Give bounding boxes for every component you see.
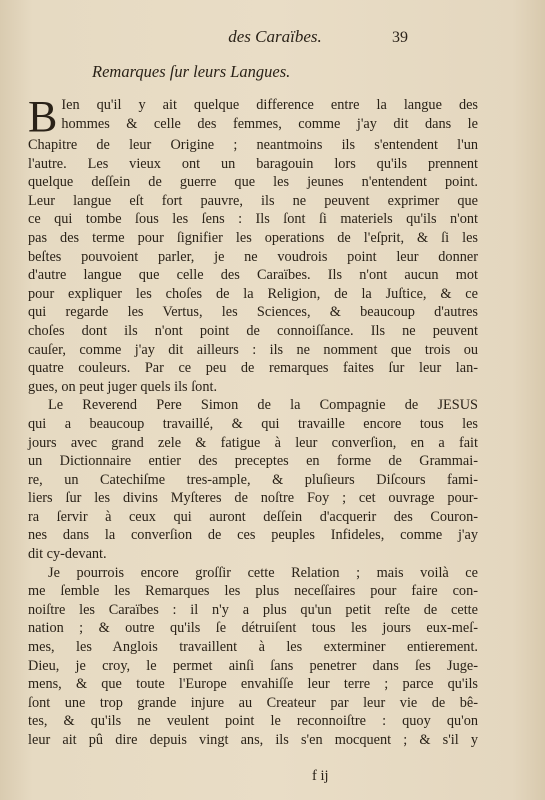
text-line: mens, & que toute l'Europe envahiſſe leur terre ; parce qu'ils (28, 676, 478, 693)
text-line: Je pourrois encore groſſir cette Relation ; mais voilà ce (48, 564, 478, 581)
text-line: tes, & qu'ils ne veulent point le reconnoiſtre : quoy qu'on (28, 713, 478, 730)
text-line: dit cy-devant. (28, 546, 107, 563)
text-line: ce qui tombe ſous les ſens : Ils ſont ſi materiels qu'ils n'ont (28, 211, 478, 228)
text-line: ra ſervir à ceux qui auront deſſein d'acquerir des Couron- (28, 508, 478, 525)
text-line: jours avec grand zele & fatigue à leur converſion, en a fait (28, 434, 478, 451)
drop-cap: B (28, 92, 58, 141)
text-line: Leur langue eſt fort pauvre, ils ne peuvent exprimer que (28, 192, 478, 209)
text-line: un Dictionnaire entier des preceptes en forme de Grammai- (28, 453, 478, 470)
text-line: gues, on peut juger quels ils ſont. (28, 378, 218, 395)
text-line: noiſtre les Caraïbes : il n'y a plus qu'un petit reſte de cette (28, 601, 478, 618)
text-line: nation ; & outre qu'ils ſe détruiſent tous les jours eux-meſ- (28, 620, 478, 637)
text-line: nes dans la converſion de ces peuples Infideles, comme j'ay (28, 527, 478, 544)
text-line: re, un Catechiſme tres-ample, & pluſieurs Diſcours fami- (28, 471, 478, 488)
signature-mark: f ij (312, 768, 329, 784)
text-line: Le Reverend Pere Simon de la Compagnie de JESUS (48, 397, 478, 414)
text-line: mes, les Anglois travaillent à les exterminer entierement. (28, 639, 478, 656)
paragraph (28, 396, 478, 563)
running-title: des Caraïbes. (228, 27, 322, 46)
text-line: Chapitre de leur Origine ; neantmoins ils s'entendent l'un (28, 137, 478, 153)
text-line: Ien qu'il y ait quelque difference entre la langue des (61, 97, 478, 113)
text-line: choſes dont ils n'ont point de connoiſſance. Ils ne peuvent (28, 322, 478, 339)
text-line: cauſer, comme j'ay dit ailleurs : ils ne nomment que trois ou (28, 341, 478, 358)
text-line: qui regarde les Vertus, les Sciences, & beaucoup d'autres (28, 304, 478, 321)
text-line: quatre couleurs. Par ce peu de remarques faites ſur leur lan- (28, 360, 478, 377)
text-line: ſont une trop grande injure au Createur par leur vie de bê- (28, 694, 478, 711)
paragraph (28, 92, 478, 396)
text-line: pour expliquer les choſes de la Religion, de la Juſtice, & ce (28, 285, 478, 302)
section-title: Remarques ſur leurs Langues. (92, 62, 291, 81)
text-line: d'autre langue que celle des Caraïbes. Ils n'ont aucun mot (28, 267, 478, 284)
page-number: 39 (392, 29, 408, 46)
text-line: me ſemble les Remarques les plus neceſſaires pour faire con- (28, 583, 478, 600)
text-line: hommes & celle des femmes, comme j'ay dit dans le (61, 115, 478, 132)
text-line: qui a beaucoup travaillé, & qui travaille encore tous les (28, 415, 478, 432)
body-text (28, 92, 478, 750)
text-line: beſtes pouvoient parler, je ne voudrois point leur donner (28, 248, 478, 265)
text-line: pas des terme pour ſignifier les operations de l'eſprit, & ſi les (28, 229, 478, 246)
paragraph (28, 564, 478, 750)
text-line: quelque deſſein de guerre que les jeunes n'entendent point. (28, 174, 478, 191)
running-head (0, 27, 545, 51)
text-line: l'autre. Les vieux ont un baragouin lors qu'ils prennent (28, 155, 478, 172)
text-line: leur ait pû dire depuis vingt ans, ils s'en mocquent ; & s'il y (28, 732, 478, 748)
text-line: Dieu, je croy, le permet ainſi ſans penetrer dans ſes Juge- (28, 657, 478, 674)
text-line: liers ſur les divins Myſteres de noſtre Foy ; cet ouvrage pour- (28, 490, 478, 507)
